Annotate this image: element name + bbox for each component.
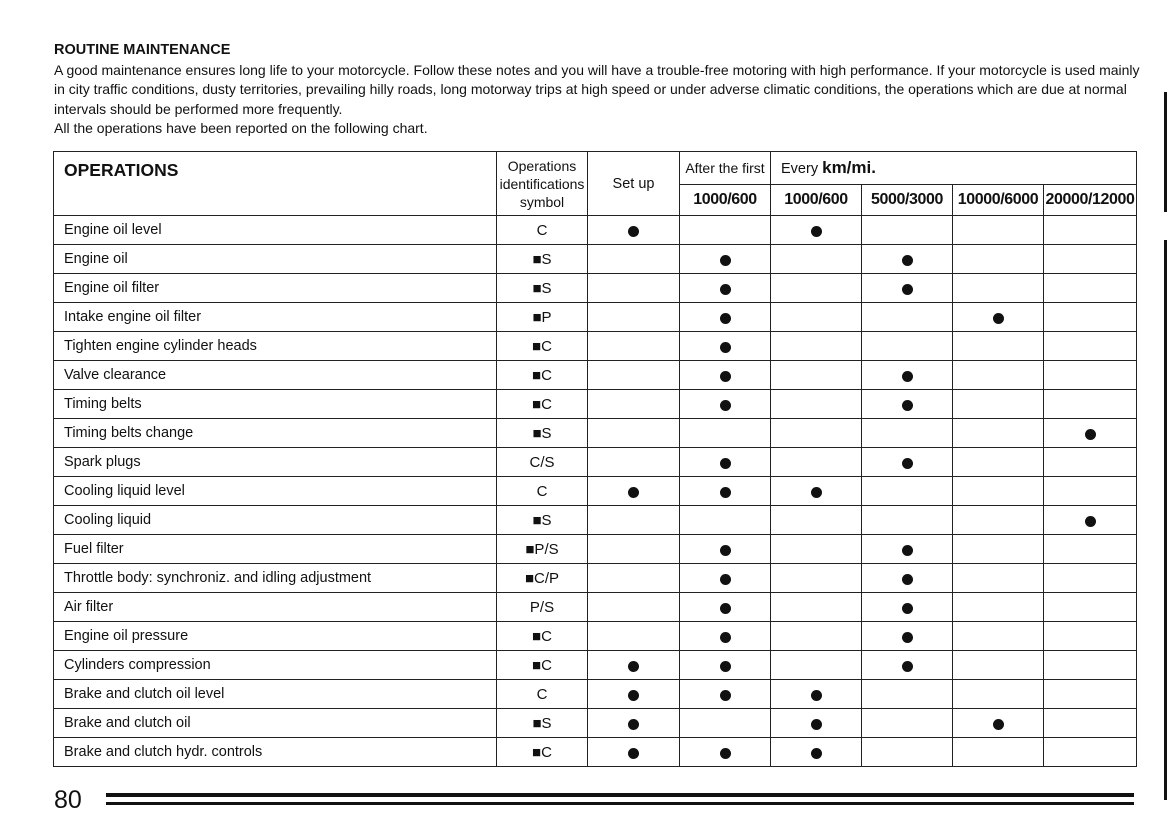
bullet-mark-icon: [720, 313, 731, 324]
bullet-mark-icon: [720, 400, 731, 411]
schedule-cell: [862, 303, 953, 332]
schedule-cell: [1044, 303, 1137, 332]
schedule-cell: [862, 245, 953, 274]
operation-cell: Cooling liquid: [54, 506, 497, 535]
schedule-cell: [680, 593, 771, 622]
bullet-mark-icon: [720, 342, 731, 353]
schedule-cell: [680, 419, 771, 448]
schedule-cell: [771, 303, 862, 332]
intro-paragraph: A good maintenance ensures long life to your motorcycle. Follow these notes and you will have a trouble-free motoring with high performance. If your motorcycle is used mainly in city traffic conditions, dusty territories, prevailing hilly roads, long motorway trips at high speed or under adverse climatic conditions, the operations which are due at normal intervals should be performed more frequently.: [54, 61, 1140, 117]
schedule-cell: [771, 419, 862, 448]
schedule-cell: [862, 477, 953, 506]
footer-rule: [106, 802, 1134, 805]
schedule-cell: [953, 564, 1044, 593]
schedule-cell: [680, 303, 771, 332]
table-row: [54, 448, 1137, 477]
symbol-cell: ■S: [497, 506, 588, 535]
symbol-cell: ■S: [497, 274, 588, 303]
schedule-cell: [953, 738, 1044, 767]
schedule-cell: [680, 390, 771, 419]
schedule-cell: [953, 390, 1044, 419]
setup-header: Set up: [588, 152, 680, 216]
schedule-cell: [862, 361, 953, 390]
section-heading: ROUTINE MAINTENANCE: [54, 42, 231, 58]
symbol-cell: C/S: [497, 448, 588, 477]
bullet-mark-icon: [902, 255, 913, 266]
schedule-cell: [680, 361, 771, 390]
bullet-mark-icon: [902, 661, 913, 672]
schedule-cell: [1044, 419, 1137, 448]
interval-header: 10000/6000: [953, 185, 1044, 216]
schedule-cell: [680, 245, 771, 274]
table-row: [54, 303, 1137, 332]
schedule-cell: [771, 709, 862, 738]
schedule-cell: [680, 216, 771, 245]
schedule-cell: [1044, 564, 1137, 593]
interval-header: 1000/600: [680, 185, 771, 216]
schedule-cell: [680, 564, 771, 593]
schedule-cell: [862, 332, 953, 361]
bullet-mark-icon: [720, 255, 731, 266]
bullet-mark-icon: [720, 690, 731, 701]
schedule-cell: [588, 216, 680, 245]
symbol-cell: C: [497, 216, 588, 245]
bullet-mark-icon: [811, 748, 822, 759]
schedule-cell: [588, 680, 680, 709]
schedule-cell: [588, 448, 680, 477]
schedule-cell: [862, 448, 953, 477]
schedule-cell: [771, 448, 862, 477]
bullet-mark-icon: [811, 226, 822, 237]
symbol-cell: ■C: [497, 390, 588, 419]
schedule-cell: [953, 651, 1044, 680]
schedule-cell: [680, 477, 771, 506]
schedule-cell: [680, 332, 771, 361]
table-row: [54, 593, 1137, 622]
schedule-cell: [771, 622, 862, 651]
schedule-cell: [953, 622, 1044, 651]
schedule-cell: [771, 216, 862, 245]
symbol-cell: ■C: [497, 361, 588, 390]
schedule-cell: [588, 303, 680, 332]
bullet-mark-icon: [720, 458, 731, 469]
operation-cell: Cooling liquid level: [54, 477, 497, 506]
operation-cell: Timing belts: [54, 390, 497, 419]
operation-cell: Engine oil level: [54, 216, 497, 245]
footer-rule: [106, 793, 1134, 797]
schedule-cell: [588, 390, 680, 419]
symbol-cell: C: [497, 477, 588, 506]
schedule-cell: [1044, 274, 1137, 303]
schedule-cell: [680, 709, 771, 738]
schedule-cell: [1044, 477, 1137, 506]
schedule-cell: [862, 564, 953, 593]
schedule-cell: [862, 419, 953, 448]
symbol-cell: ■S: [497, 709, 588, 738]
bullet-mark-icon: [1085, 516, 1096, 527]
schedule-cell: [588, 332, 680, 361]
bullet-mark-icon: [720, 661, 731, 672]
schedule-cell: [588, 535, 680, 564]
schedule-cell: [953, 448, 1044, 477]
symbol-cell: ■C/P: [497, 564, 588, 593]
table-row: [54, 390, 1137, 419]
schedule-cell: [1044, 535, 1137, 564]
operation-cell: Fuel filter: [54, 535, 497, 564]
table-row: [54, 651, 1137, 680]
operation-cell: Cylinders compression: [54, 651, 497, 680]
symbol-cell: ■C: [497, 622, 588, 651]
operation-cell: Brake and clutch hydr. controls: [54, 738, 497, 767]
schedule-cell: [588, 361, 680, 390]
bullet-mark-icon: [993, 313, 1004, 324]
bullet-mark-icon: [993, 719, 1004, 730]
table-row: [54, 477, 1137, 506]
schedule-cell: [1044, 361, 1137, 390]
table-body: [54, 216, 1137, 767]
schedule-cell: [953, 680, 1044, 709]
bullet-mark-icon: [720, 748, 731, 759]
schedule-cell: [862, 709, 953, 738]
schedule-cell: [680, 651, 771, 680]
schedule-cell: [588, 419, 680, 448]
operation-cell: Timing belts change: [54, 419, 497, 448]
schedule-cell: [1044, 680, 1137, 709]
bullet-mark-icon: [902, 574, 913, 585]
schedule-cell: [588, 506, 680, 535]
schedule-cell: [953, 593, 1044, 622]
schedule-cell: [588, 622, 680, 651]
schedule-cell: [862, 390, 953, 419]
bullet-mark-icon: [628, 661, 639, 672]
schedule-cell: [680, 506, 771, 535]
schedule-cell: [862, 535, 953, 564]
operation-cell: Brake and clutch oil: [54, 709, 497, 738]
table-row: [54, 506, 1137, 535]
operation-cell: Valve clearance: [54, 361, 497, 390]
symbol-cell: ■S: [497, 419, 588, 448]
schedule-cell: [1044, 245, 1137, 274]
schedule-cell: [862, 680, 953, 709]
schedule-cell: [588, 738, 680, 767]
operation-cell: Tighten engine cylinder heads: [54, 332, 497, 361]
page-number: 80: [54, 786, 82, 814]
schedule-cell: [771, 506, 862, 535]
schedule-cell: [1044, 651, 1137, 680]
schedule-cell: [771, 361, 862, 390]
symbol-cell: C: [497, 680, 588, 709]
schedule-cell: [953, 216, 1044, 245]
interval-header: 1000/600: [771, 185, 862, 216]
after-first-header: After the first: [680, 152, 771, 185]
bullet-mark-icon: [720, 632, 731, 643]
schedule-cell: [588, 709, 680, 738]
every-prefix: Every: [781, 161, 819, 177]
schedule-cell: [771, 680, 862, 709]
symbol-cell: ■S: [497, 245, 588, 274]
table-row: [54, 274, 1137, 303]
schedule-cell: [771, 477, 862, 506]
table-row: [54, 419, 1137, 448]
schedule-cell: [862, 738, 953, 767]
interval-header: 20000/12000: [1044, 185, 1137, 216]
bullet-mark-icon: [628, 719, 639, 730]
schedule-cell: [953, 419, 1044, 448]
operation-cell: Engine oil: [54, 245, 497, 274]
schedule-cell: [953, 535, 1044, 564]
schedule-cell: [1044, 448, 1137, 477]
symbol-header-line2: identifications: [499, 175, 585, 192]
bullet-mark-icon: [902, 371, 913, 382]
maintenance-table: [53, 151, 1137, 767]
schedule-cell: [1044, 622, 1137, 651]
bullet-mark-icon: [1085, 429, 1096, 440]
schedule-cell: [771, 274, 862, 303]
schedule-cell: [680, 738, 771, 767]
schedule-cell: [771, 245, 862, 274]
intro-block: [54, 41, 1140, 139]
schedule-cell: [1044, 216, 1137, 245]
interval-header: 5000/3000: [862, 185, 953, 216]
schedule-cell: [680, 274, 771, 303]
symbol-cell: ■C: [497, 651, 588, 680]
operation-cell: Air filter: [54, 593, 497, 622]
schedule-cell: [771, 651, 862, 680]
schedule-cell: [953, 709, 1044, 738]
bullet-mark-icon: [902, 400, 913, 411]
schedule-cell: [953, 361, 1044, 390]
table-row: [54, 535, 1137, 564]
schedule-cell: [771, 535, 862, 564]
bullet-mark-icon: [720, 545, 731, 556]
schedule-cell: [953, 477, 1044, 506]
schedule-cell: [1044, 738, 1137, 767]
schedule-cell: [680, 622, 771, 651]
symbol-cell: ■C: [497, 738, 588, 767]
schedule-cell: [771, 390, 862, 419]
operation-cell: Engine oil filter: [54, 274, 497, 303]
bullet-mark-icon: [902, 603, 913, 614]
schedule-cell: [953, 245, 1044, 274]
schedule-cell: [588, 651, 680, 680]
schedule-cell: [1044, 332, 1137, 361]
table-row: [54, 622, 1137, 651]
schedule-cell: [588, 245, 680, 274]
chart-note: All the operations have been reported on the following chart.: [54, 120, 428, 136]
symbol-header-line1: Operations: [507, 157, 577, 174]
bullet-mark-icon: [720, 574, 731, 585]
bullet-mark-icon: [720, 371, 731, 382]
operation-cell: Brake and clutch oil level: [54, 680, 497, 709]
schedule-cell: [680, 680, 771, 709]
table-row: [54, 738, 1137, 767]
operations-header: OPERATIONS: [54, 152, 497, 216]
schedule-cell: [953, 303, 1044, 332]
bullet-mark-icon: [628, 487, 639, 498]
bullet-mark-icon: [720, 603, 731, 614]
operation-cell: Engine oil pressure: [54, 622, 497, 651]
schedule-cell: [771, 564, 862, 593]
schedule-cell: [953, 506, 1044, 535]
table-row: [54, 564, 1137, 593]
schedule-cell: [862, 216, 953, 245]
schedule-cell: [953, 332, 1044, 361]
table-row: [54, 361, 1137, 390]
table-row: [54, 709, 1137, 738]
schedule-cell: [953, 274, 1044, 303]
bullet-mark-icon: [811, 719, 822, 730]
schedule-cell: [588, 564, 680, 593]
schedule-cell: [862, 506, 953, 535]
schedule-cell: [1044, 506, 1137, 535]
table-row: [54, 216, 1137, 245]
bullet-mark-icon: [720, 487, 731, 498]
operation-cell: Intake engine oil filter: [54, 303, 497, 332]
bullet-mark-icon: [811, 487, 822, 498]
symbol-cell: ■C: [497, 332, 588, 361]
bullet-mark-icon: [902, 632, 913, 643]
bullet-mark-icon: [902, 545, 913, 556]
bullet-mark-icon: [628, 690, 639, 701]
table-row: [54, 680, 1137, 709]
symbol-cell: ■P: [497, 303, 588, 332]
schedule-cell: [862, 622, 953, 651]
table-row: [54, 332, 1137, 361]
schedule-cell: [862, 274, 953, 303]
symbol-cell: P/S: [497, 593, 588, 622]
schedule-cell: [680, 535, 771, 564]
symbol-cell: ■P/S: [497, 535, 588, 564]
schedule-cell: [588, 593, 680, 622]
symbol-header-line3: symbol: [519, 193, 565, 210]
every-unit: km/mi.: [822, 158, 876, 177]
symbol-header: [497, 152, 588, 216]
schedule-cell: [862, 651, 953, 680]
bullet-mark-icon: [902, 458, 913, 469]
bullet-mark-icon: [628, 748, 639, 759]
schedule-cell: [771, 738, 862, 767]
every-header: [771, 152, 1137, 185]
schedule-cell: [862, 593, 953, 622]
schedule-cell: [680, 448, 771, 477]
schedule-cell: [1044, 593, 1137, 622]
table-row: [54, 245, 1137, 274]
schedule-cell: [588, 274, 680, 303]
operation-cell: Spark plugs: [54, 448, 497, 477]
bullet-mark-icon: [811, 690, 822, 701]
schedule-cell: [588, 477, 680, 506]
bullet-mark-icon: [628, 226, 639, 237]
schedule-cell: [1044, 390, 1137, 419]
schedule-cell: [1044, 709, 1137, 738]
operation-cell: Throttle body: synchroniz. and idling adjustment: [54, 564, 497, 593]
schedule-cell: [771, 593, 862, 622]
schedule-cell: [771, 332, 862, 361]
bullet-mark-icon: [720, 284, 731, 295]
bullet-mark-icon: [902, 284, 913, 295]
